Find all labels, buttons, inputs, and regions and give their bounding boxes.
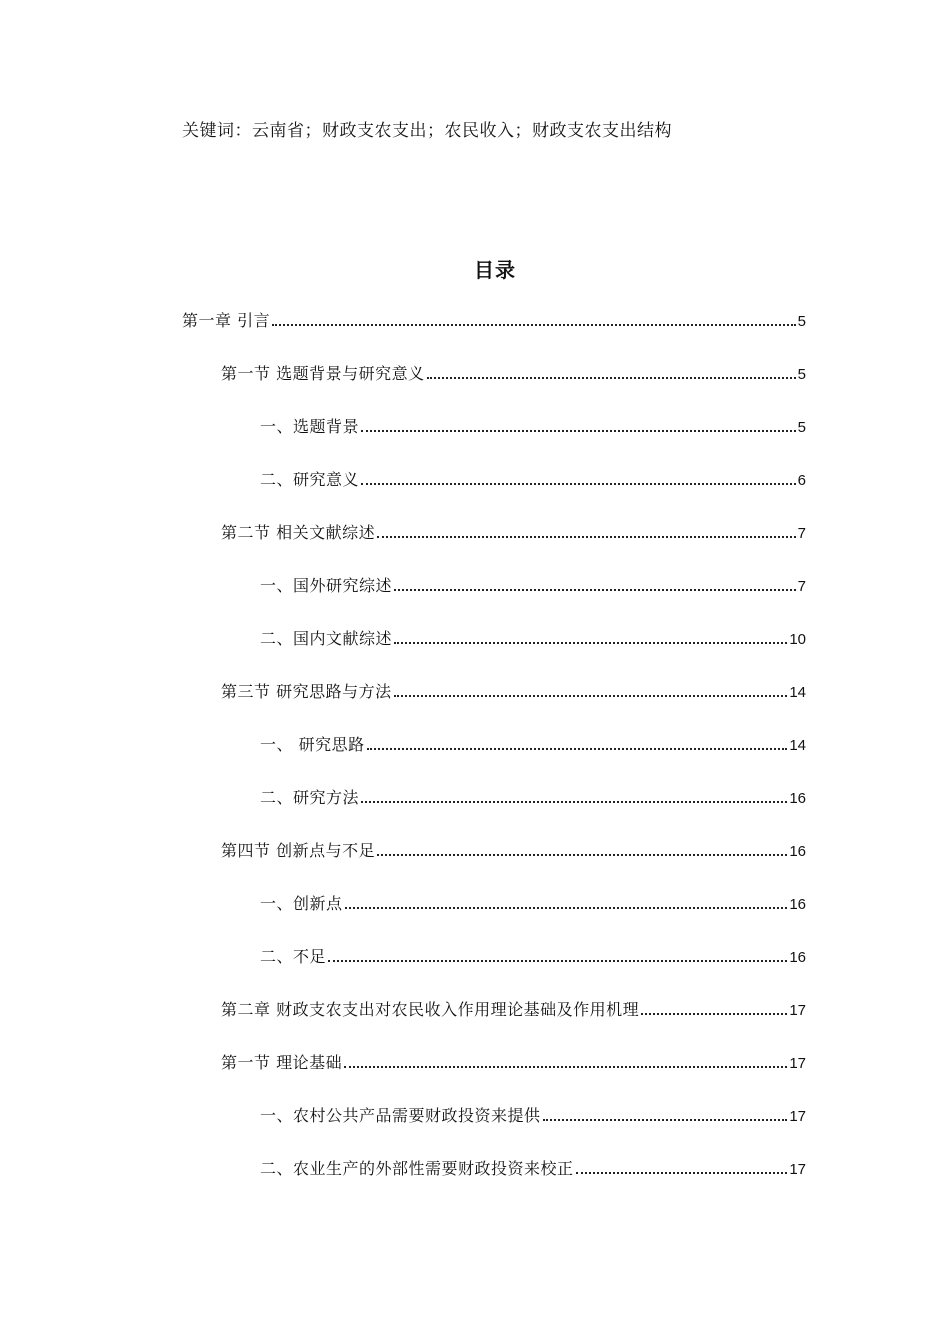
toc-entry[interactable] [182, 573, 806, 626]
toc-dot-leader [361, 482, 796, 485]
toc-entry[interactable] [182, 520, 806, 573]
toc-page-number: 5 [797, 313, 806, 330]
toc-entry[interactable] [182, 944, 806, 997]
toc-dot-leader [272, 323, 796, 326]
toc-dot-leader [328, 959, 787, 962]
toc-dot-leader [367, 747, 788, 750]
toc-page-number: 14 [789, 737, 806, 754]
toc-page-number: 17 [789, 1002, 806, 1019]
toc-entry-title: 第一节 选题背景与研究意义 [221, 364, 425, 383]
toc-entry[interactable] [182, 997, 806, 1050]
toc-entry-title: 二、国内文献综述 [260, 629, 393, 648]
toc-page-number: 6 [797, 472, 806, 489]
toc-entry[interactable] [182, 414, 806, 467]
toc-entry[interactable] [182, 679, 806, 732]
toc-entry-title: 一、创新点 [260, 894, 343, 913]
toc-entry[interactable] [182, 732, 806, 785]
toc-entry-title: 二、研究方法 [260, 788, 360, 807]
toc-dot-leader [344, 1065, 787, 1068]
toc-entry-title: 二、农业生产的外部性需要财政投资来校正 [260, 1159, 574, 1178]
toc-dot-leader [361, 800, 787, 803]
toc-dot-leader [361, 429, 796, 432]
toc-dot-leader [394, 588, 796, 591]
toc-dot-leader [543, 1118, 788, 1121]
toc-title: 目录 [474, 258, 516, 282]
toc-dot-leader [427, 376, 796, 379]
toc-dot-leader [394, 641, 787, 644]
table-of-contents [182, 308, 806, 1209]
toc-entry[interactable] [182, 467, 806, 520]
toc-entry-title: 二、不足 [260, 947, 327, 966]
toc-page-number: 7 [797, 525, 806, 542]
toc-entry-title: 一、选题背景 [260, 417, 360, 436]
toc-entry-title: 第一节 理论基础 [221, 1053, 343, 1072]
toc-page-number: 16 [789, 843, 806, 860]
toc-dot-leader [641, 1012, 787, 1015]
toc-entry-title: 一、 研究思路 [260, 735, 365, 754]
toc-entry[interactable] [182, 626, 806, 679]
toc-entry[interactable] [182, 1103, 806, 1156]
toc-entry-title: 一、国外研究综述 [260, 576, 393, 595]
toc-entry[interactable] [182, 1156, 806, 1209]
toc-page-number: 16 [789, 896, 806, 913]
toc-page-number: 17 [789, 1161, 806, 1178]
toc-page-number: 10 [789, 631, 806, 648]
toc-dot-leader [377, 853, 787, 856]
toc-page-number: 17 [789, 1055, 806, 1072]
toc-page-number: 16 [789, 790, 806, 807]
toc-entry[interactable] [182, 308, 806, 361]
toc-entry[interactable] [182, 361, 806, 414]
toc-page-number: 16 [789, 949, 806, 966]
toc-entry-title: 第三节 研究思路与方法 [221, 682, 392, 701]
toc-dot-leader [394, 694, 788, 697]
keywords-line: 关键词：云南省；财政支农支出；农民收入；财政支农支出结构 [182, 121, 672, 141]
toc-entry-title: 第一章 引言 [182, 311, 271, 330]
toc-dot-leader [345, 906, 788, 909]
toc-dot-leader [576, 1171, 788, 1174]
toc-entry-title: 第二章 财政支农支出对农民收入作用理论基础及作用机理 [221, 1000, 640, 1019]
toc-page-number: 5 [797, 419, 806, 436]
toc-entry-title: 一、农村公共产品需要财政投资来提供 [260, 1106, 541, 1125]
toc-page-number: 17 [789, 1108, 806, 1125]
toc-page-number: 7 [797, 578, 806, 595]
toc-dot-leader [377, 535, 796, 538]
toc-entry-title: 二、研究意义 [260, 470, 360, 489]
toc-entry[interactable] [182, 891, 806, 944]
toc-entry[interactable] [182, 1050, 806, 1103]
toc-page-number: 5 [797, 366, 806, 383]
toc-page-number: 14 [789, 684, 806, 701]
toc-entry-title: 第四节 创新点与不足 [221, 841, 376, 860]
toc-entry[interactable] [182, 785, 806, 838]
toc-entry-title: 第二节 相关文献综述 [221, 523, 376, 542]
toc-entry[interactable] [182, 838, 806, 891]
